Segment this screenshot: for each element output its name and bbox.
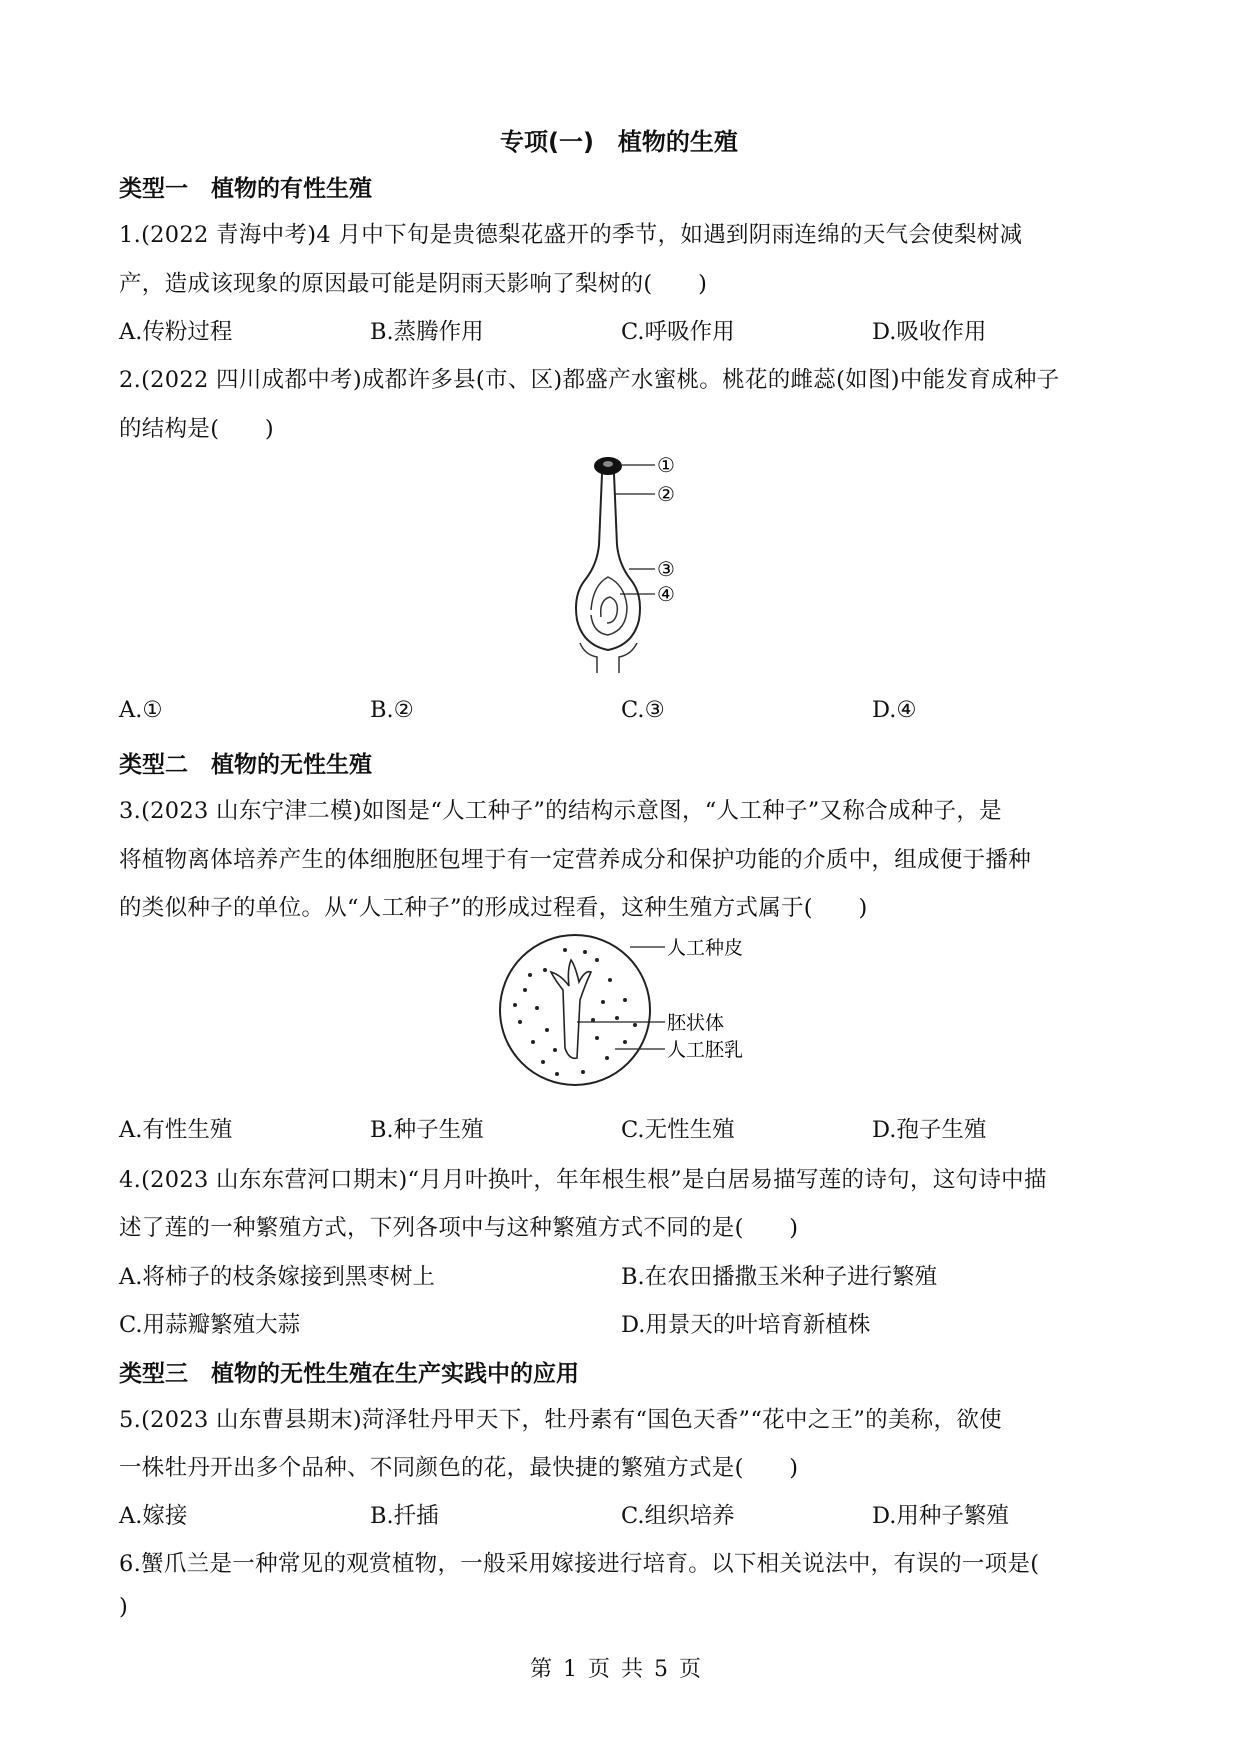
q5-option-a: A.嫁接 (119, 1503, 188, 1529)
question-6-line-1: 6.蟹爪兰是一种常见的观赏植物，一般采用嫁接进行培育。以下相关说法中，有误的一项是( (119, 1551, 1040, 1577)
question-3-line-1: 3.(2023 山东宁津二模)如图是“人工种子”的结构示意图，“人工种子”又称合成种子，是 (119, 798, 1002, 824)
q5-option-c: C.组织培养 (621, 1503, 735, 1529)
q4-option-d: D.用景天的叶培育新植株 (621, 1312, 871, 1338)
q3-option-c: C.无性生殖 (621, 1117, 735, 1143)
q1-option-d: D.吸收作用 (872, 319, 987, 345)
q4-option-c: C.用蒜瓣繁殖大蒜 (119, 1312, 301, 1338)
section-heading-3: 类型三 植物的无性生殖在生产实践中的应用 (119, 1361, 579, 1387)
section-heading-2: 类型二 植物的无性生殖 (119, 752, 372, 778)
q1-option-a: A.传粉过程 (119, 319, 233, 345)
q1-option-c: C.呼吸作用 (621, 319, 735, 345)
question-1-line-1: 1.(2022 青海中考)4 月中下旬是贵德梨花盛开的季节，如遇到阴雨连绵的天气会使梨树减 (119, 222, 1023, 248)
seed-label-endosperm: 人工胚乳 (667, 1039, 744, 1061)
q3-option-d: D.孢子生殖 (872, 1117, 987, 1143)
q5-option-d: D.用种子繁殖 (872, 1503, 1009, 1529)
section-heading-1: 类型一 植物的有性生殖 (119, 176, 372, 202)
page-title: 专项(一) 植物的生殖 (500, 128, 738, 156)
q5-option-b: B.扦插 (370, 1503, 439, 1529)
pistil-label-3: ③ (657, 557, 675, 581)
q4-option-b: B.在农田播撒玉米种子进行繁殖 (621, 1264, 938, 1290)
q3-option-a: A.有性生殖 (119, 1117, 233, 1143)
question-3-line-3: 的类似种子的单位。从“人工种子”的形成过程看，这种生殖方式属于( ) (119, 895, 868, 921)
q4-option-a: A.将柿子的枝条嫁接到黑枣树上 (119, 1264, 435, 1290)
pistil-label-2: ② (657, 482, 675, 506)
question-5-line-2: 一株牡丹开出多个品种、不同颜色的花，最快捷的繁殖方式是( ) (119, 1455, 799, 1481)
q2-option-d: D.④ (872, 697, 917, 723)
artificial-seed-diagram (485, 930, 785, 1090)
question-5-line-1: 5.(2023 山东曹县期末)菏泽牡丹甲天下，牡丹素有“国色天香”“花中之王”的美称，欲使 (119, 1407, 1002, 1433)
question-2-line-1: 2.(2022 四川成都中考)成都许多县(市、区)都盛产水蜜桃。桃花的雌蕊(如图)中能发育成种子 (119, 367, 1060, 393)
page-footer: 第 1 页 共 5 页 (530, 1657, 703, 1682)
q2-option-b: B.② (370, 697, 414, 723)
q2-option-c: C.③ (621, 697, 665, 723)
question-2-line-2: 的结构是( ) (119, 416, 274, 442)
seed-label-coat: 人工种皮 (667, 937, 744, 959)
question-3-line-2: 将植物离体培养产生的体细胞胚包埋于有一定营养成分和保护功能的介质中，组成便于播种 (119, 847, 1032, 873)
pistil-diagram (575, 445, 705, 675)
question-1-line-2: 产，造成该现象的原因最可能是阴雨天影响了梨树的( ) (119, 271, 708, 297)
q1-option-b: B.蒸腾作用 (370, 319, 484, 345)
q2-option-a: A.① (119, 697, 163, 723)
question-4-line-1: 4.(2023 山东东营河口期末)“月月叶换叶，年年根生根”是白居易描写莲的诗句，这句诗中描 (119, 1167, 1047, 1193)
question-6-line-2: ) (119, 1594, 129, 1620)
pistil-label-4: ④ (657, 582, 675, 606)
question-4-line-2: 述了莲的一种繁殖方式，下列各项中与这种繁殖方式不同的是( ) (119, 1215, 799, 1241)
pistil-label-1: ① (657, 453, 675, 477)
seed-label-embryoid: 胚状体 (667, 1012, 725, 1034)
q3-option-b: B.种子生殖 (370, 1117, 484, 1143)
